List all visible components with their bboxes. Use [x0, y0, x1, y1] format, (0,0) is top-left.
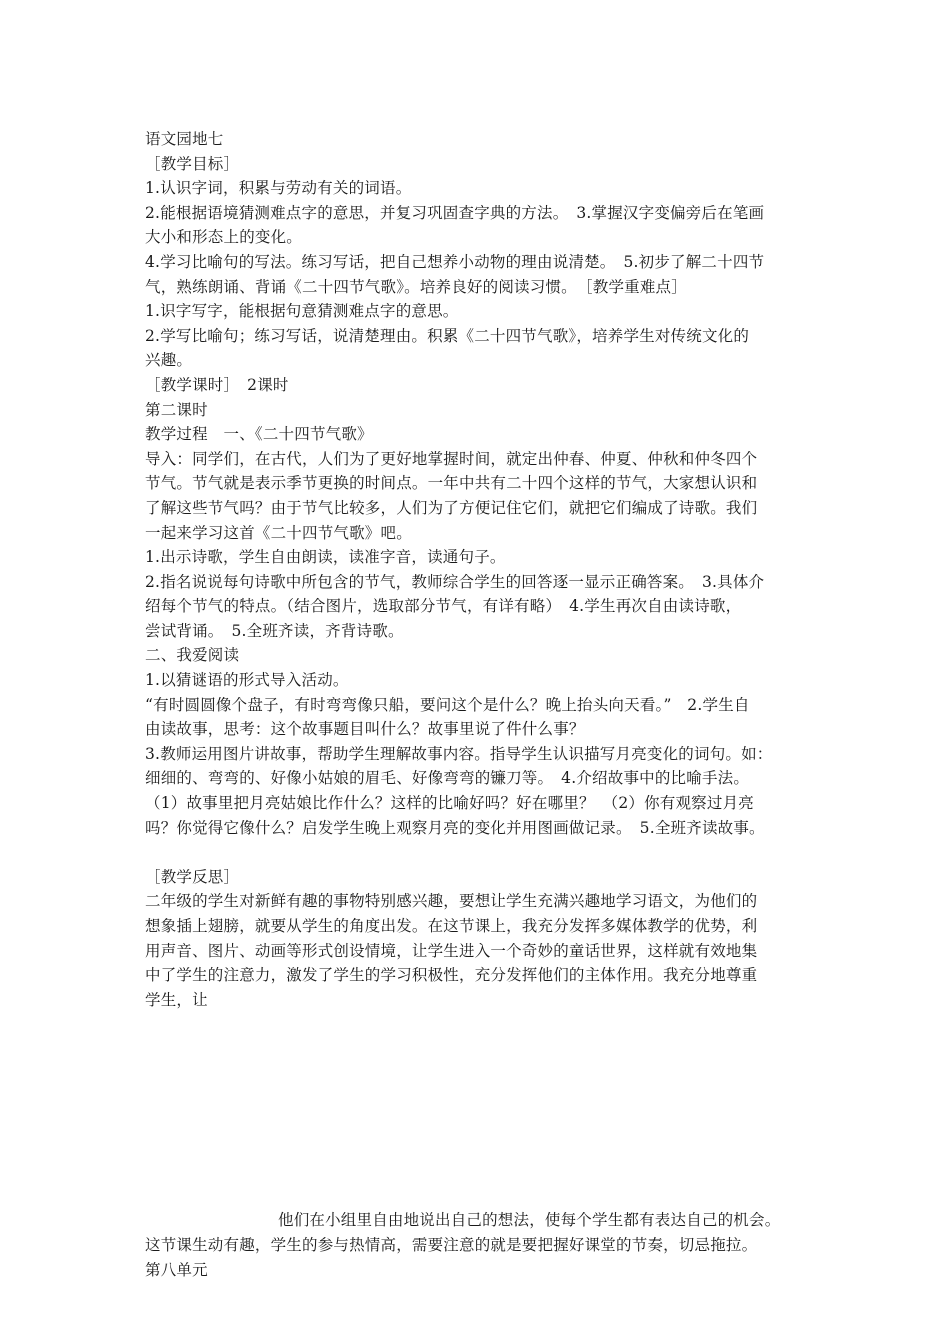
text-line: 细细的、弯弯的、好像小姑娘的眉毛、好像弯弯的镰刀等。 4.介绍故事中的比喻手法。	[145, 769, 750, 788]
text-line: “有时圆圆像个盘子，有时弯弯像只船，要问这个是什么？晚上抬头向天看。” 2.学生自	[145, 695, 750, 714]
section-lesson-plan	[145, 127, 817, 840]
text-line: 气，熟练朗诵、背诵《二十四节气歌》。培养良好的阅读习惯。 ［教学重难点］	[145, 277, 687, 296]
text-line: 导入：同学们，在古代，人们为了更好地掌握时间，就定出仲春、仲夏、仲秋和仲冬四个	[145, 449, 758, 468]
text-line: 2.指名说说每句诗歌中所包含的节气，教师综合学生的回答逐一显示正确答案。 3.具体介	[145, 572, 765, 591]
text-line: 学生，让	[145, 990, 208, 1009]
text-line: 1.以猜谜语的形式导入活动。	[145, 671, 349, 690]
text-line: 大小和形态上的变化。	[145, 228, 303, 247]
text-line: 用声音、图片、动画等形式创设情境，让学生进入一个奇妙的童话世界，这样就有效地集	[145, 941, 758, 960]
text-line: 兴趣。	[145, 351, 193, 370]
text-line: 2.能根据语境猜测难点字的意思，并复习巩固查字典的方法。 3.掌握汉字变偏旁后在笔画	[145, 203, 765, 222]
text-line: 2.学写比喻句；练习写话，说清楚理由。积累《二十四节气歌》，培养学生对传统文化的	[145, 326, 750, 345]
text-line: 这节课生动有趣，学生的参与热情高，需要注意的就是要把握好课堂的节奏，切忌拖拉。	[145, 1235, 758, 1254]
text-line-indented: 他们在小组里自由地说出自己的想法，使每个学生都有表达自己的机会。	[278, 1211, 781, 1230]
text-line: 尝试背诵。 5.全班齐读，齐背诗歌。	[145, 621, 404, 640]
heading-unit-eight: 第八单元	[145, 1260, 208, 1279]
heading-second-lesson: 第二课时	[145, 400, 208, 419]
heading-reflection: ［教学反思］	[145, 867, 240, 886]
text-line: 3.教师运用图片讲故事，帮助学生理解故事内容。指导学生认识描写月亮变化的词句。如：	[145, 744, 773, 763]
heading-reading: 二、我爱阅读	[145, 646, 240, 665]
document-body	[145, 127, 817, 1282]
text-line: 1.认识字词，积累与劳动有关的词语。	[145, 179, 412, 198]
text-line: 一起来学习这首《二十四节气歌》吧。	[145, 523, 412, 542]
text-line: 节气。节气就是表示季节更换的时间点。一年中共有二十四个这样的节气，大家想认识和	[145, 474, 758, 493]
text-line: 由读故事，思考：这个故事题目叫什么？故事里说了件什么事？	[145, 720, 585, 739]
text-line: 绍每个节气的特点。（结合图片，选取部分节气，有详有略） 4.学生再次自由读诗歌，	[145, 597, 742, 616]
text-line: （1）故事里把月亮姑娘比作什么？这样的比喻好吗？好在哪里？ （2）你有观察过月亮	[145, 794, 754, 813]
section-reflection-continued	[145, 1208, 817, 1282]
text-line: 吗？你觉得它像什么？启发学生晚上观察月亮的变化并用图画做记录。 5.全班齐读故事。	[145, 818, 765, 837]
text-line: 4.学习比喻句的写法。练习写话，把自己想养小动物的理由说清楚。 5.初步了解二十四节	[145, 252, 765, 271]
spacer	[145, 840, 817, 865]
heading-class-hours: ［教学课时］ 2课时	[145, 375, 289, 394]
text-line: 想象插上翅膀，就要从学生的角度出发。在这节课上，我充分发挥多媒体教学的优势，利	[145, 917, 758, 935]
text-line: 1.出示诗歌，学生自由朗读，读准字音，读通句子。	[145, 548, 506, 567]
text-line: 了解这些节气吗？由于节气比较多，人们为了方便记住它们，就把它们编成了诗歌。我们	[145, 498, 758, 517]
text-line: 中了学生的注意力，激发了学生的学习积极性，充分发挥他们的主体作用。我充分地尊重	[145, 966, 758, 985]
spacer	[145, 1012, 817, 1208]
section-reflection	[145, 865, 817, 1013]
text-line: 1.识字写字，能根据句意猜测难点字的意思。	[145, 302, 459, 321]
text-line: 二年级的学生对新鲜有趣的事物特别感兴趣，要想让学生充满兴趣地学习语文，为他们的	[145, 892, 758, 911]
heading-teaching-goals: ［教学目标］	[145, 154, 240, 173]
doc-title: 语文园地七	[145, 130, 224, 148]
heading-teaching-process: 教学过程 一、《二十四节气歌》	[145, 425, 373, 444]
